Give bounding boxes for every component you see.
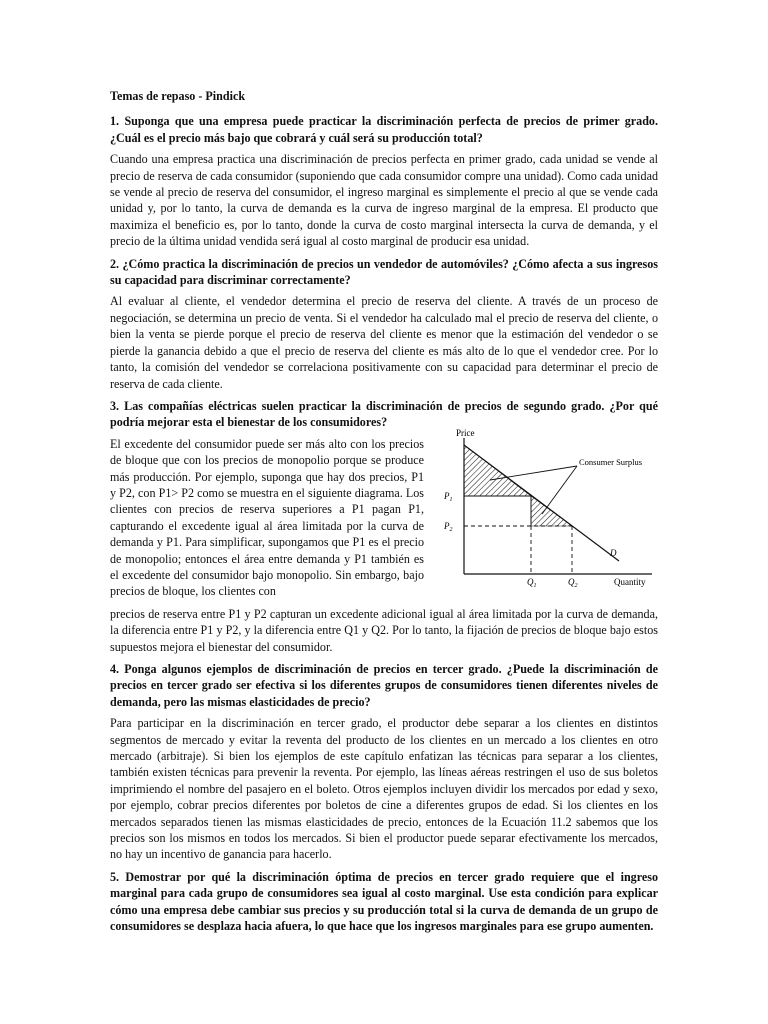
question-5: 5. Demostrar por qué la discriminación óptima de precios en tercer grado requiere que el ingreso marginal para cada grupo de consumidores sea igual al costo marginal. Use esta condición para explicar cómo una empresa debe cambiar sus precios y su producción total si la curva de demanda de un grupo de consumidores se desplaza hacia afuera, lo que hace que los ingresos marginales para ese grupo aumenten. [110,869,658,934]
answer-3-block [110,427,658,600]
answer-1: Cuando una empresa practica una discriminación de precios perfecta en primer grado, cada unidad se vende al precio de reserva de cada consumidor (suponiendo que cada consumidor compre una unidad). Como cada unidad se vende al precio de reserva del consumidor, el ingreso marginal es simplemente el precio al que se vende cada unidad y, por lo tanto, la curva de demanda es la curva de ingreso marginal de la empresa. El producto que maximiza el beneficio es, por lo tanto, donde la curva de costo marginal intersecta la curva de demanda, y el precio de la última unidad vendida será igual al costo marginal de producir esa unidad. [110,152,658,249]
q2-subscript: 2 [574,582,578,589]
p1-subscript: 1 [449,496,453,503]
q2-letter: Q [568,576,575,587]
q1-subscript: 1 [533,582,537,589]
q2-label [568,577,578,589]
question-2: 2. ¿Cómo practica la discriminación de precios un vendedor de automóviles? ¿Cómo afecta a sus ingresos su capacidad para discriminar correctamente? [110,256,658,288]
demand-label: D [610,547,617,558]
answer-4: Para participar en la discriminación en tercer grado, el productor debe separar a los clientes en distintos segmentos de mercado y evitar la reventa del producto de los clientes en un mercado a los clientes en otro mercado (arbitraje). Si bien los ejemplos de este capítulo enfatizan las técnicas para separar a los clientes, también existen técnicas para prevenir la reventa. Por ejemplo, las líneas aéreas restringen el uso de sus boletos imprimiendo el nombre del pasajero en el boleto. Otros ejemplos incluyen dividir los mercados por edad y sexo, por ejemplo, cobrar precios diferentes por boletos de cine a diferentes grupos de edad. Si los clientes en los mercados separados tienen las mismas elasticidades de precio, entonces de la Ecuación 11.2 sabemos que los precios son los mismos en todos los mercados. Si bien el productor puede separar efectivamente los mercados, no hay un incentivo de ganancia para hacerlo. [110,716,658,862]
p1-label [443,491,453,503]
p2-label [443,521,453,533]
y-axis-label: Price [456,427,475,438]
q1-letter: Q [527,576,534,587]
p1-letter: P [444,490,450,501]
p2-subscript: 2 [449,526,453,533]
answer-2: Al evaluar al cliente, el vendedor determina el precio de reserva del cliente. A través de un proceso de negociación, se determina un precio de venta. Si el vendedor ha calculado mal el precio de reserva del cliente, o bien la venta se pierde porque el precio de reserva del cliente es menor que la estimación del vendedor o se pierde la ganancia debido a que el precio de reserva del cliente es más alto de lo que el vendedor cree. Por lo tanto, la comisión del vendedor se correlaciona positivamente con su capacidad para determinar el precio de reserva de cada cliente. [110,294,658,391]
question-4: 4. Ponga algunos ejemplos de discriminación de precios en tercer grado. ¿Puede la discriminación de precios en tercer grado ser efectiva si los diferentes grupos de consumidores tienen diferentes niveles de demanda, pero las mismas elasticidades de precio? [110,662,658,709]
diagram-svg [434,428,664,588]
annotation-pointer-1 [490,466,577,480]
q1-label [527,577,537,589]
consumer-surplus-label: Consumer Surplus [579,456,643,467]
annotation-pointer-2 [542,466,577,514]
answer-3-part-2: precios de reserva entre P1 y P2 capturan un excedente adicional igual al área limitada por la curva de demanda, la diferencia entre P1 y P2, y la diferencia entre Q1 y Q2. Por lo tanto, la fijación de precios de bloque bajo estos supuestos mejora el bienestar del consumidor. [110,606,658,654]
answer-3-part-1: El excedente del consumidor puede ser más alto con los precios de bloque que con los precios de monopolio porque se produce más producción. Por ejemplo, suponga que hay dos precios, P1 y P2, con P1> P2 como se muestra en el siguiente diagrama. Los clientes con precios de reserva superiores a P1 pagan P1, capturando el excedente igual al área limitada por la curva de demanda y P1. Para simplificar, supongamos que P1 es el precio de monopolio; entonces el área entre demanda y P1 también es el excedente del consumidor bajo monopolio. Sin embargo, bajo precios de bloque, los clientes con [110,436,424,599]
block-pricing-diagram [434,428,664,588]
question-1: 1. Suponga que una empresa puede practicar la discriminación perfecta de precios de primer grado. ¿Cuál es el precio más bajo que cobrará y cuál será su producción total? [110,114,658,145]
question-3: 3. Las compañías eléctricas suelen practicar la discriminación de precios de segundo grado. ¿Por qué podría mejorar esta el bienestar de los consumidores? [110,398,658,430]
p2-letter: P [444,520,450,531]
document-title: Temas de repaso - Pindick [110,89,246,103]
x-axis-label: Quantity [614,576,646,587]
